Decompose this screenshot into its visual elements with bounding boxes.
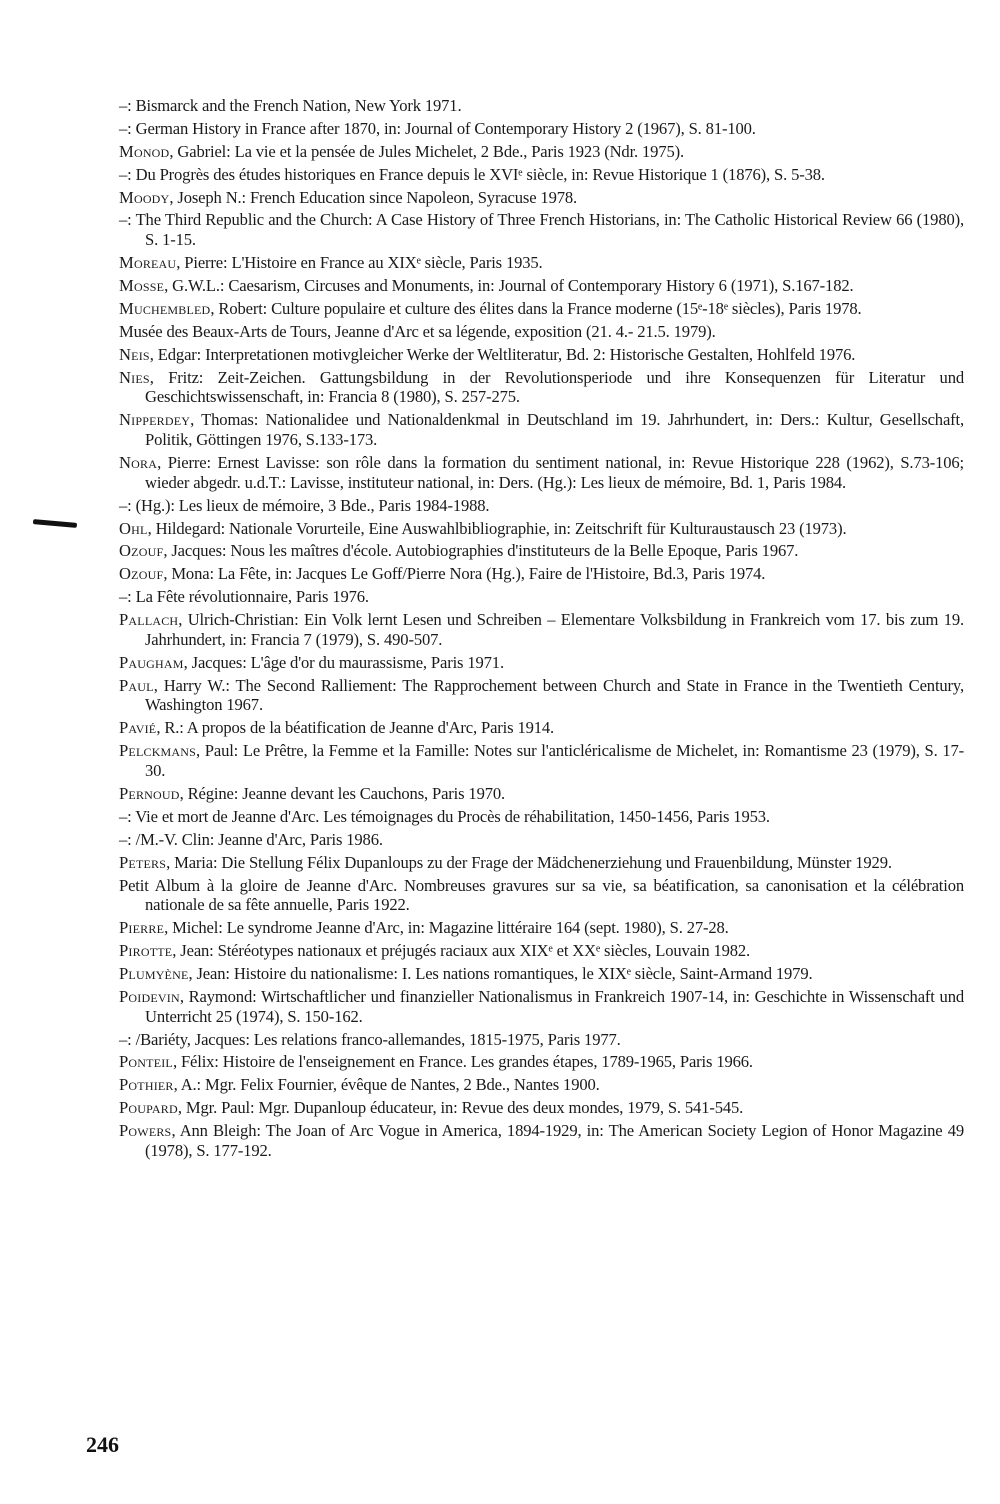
entry-text: , Régine: Jeanne devant les Cauchons, Paris 1970.: [179, 783, 506, 803]
author-surname: Pavié: [119, 718, 157, 738]
author-surname: Poidevin: [119, 986, 180, 1006]
bibliography-entry: [119, 142, 964, 162]
bibliography-entry: [119, 1121, 964, 1161]
entry-text: Musée des Beaux-Arts de Tours, Jeanne d'Arc et sa légende, exposition (21. 4.- 21.5. 1979).: [119, 321, 716, 341]
bibliography-entry: [119, 322, 964, 342]
entry-text: , Raymond: Wirtschaftlicher und finanzieller Nationalismus in Frankreich 1907-14, in: Geschichte in Wissenschaft und Unterricht 25 (1974), S. 150-162.: [145, 986, 964, 1026]
author-surname: Paul: [119, 675, 154, 695]
bibliography-entry: [119, 368, 964, 408]
bibliography-entry: [119, 964, 964, 984]
bibliography-entry: [119, 519, 964, 539]
entry-text: Petit Album à la gloire de Jeanne d'Arc. Nombreuses gravures sur sa vie, sa béatification, sa canonisation et la célébration nationale de sa fête annuelle, Paris 1922.: [119, 875, 964, 915]
entry-text: , Hildegard: Nationale Vorurteile, Eine Auswahlbibliographie, in: Zeitschrift für Kulturaustausch 23 (1973).: [147, 518, 847, 538]
bibliography-entry: [119, 453, 964, 493]
bibliography-entry: [119, 253, 964, 273]
entry-text: , Jean: Histoire du nationalisme: I. Les nations romantiques, le XIXᵉ siècle, Saint-Armand 1979.: [188, 963, 813, 983]
entry-text: , Ann Bleigh: The Joan of Arc Vogue in America, 1894-1929, in: The American Society Legion of Honor Magazine 49 (1978), S. 177-192.: [145, 1121, 964, 1160]
entry-text: –: Bismarck and the French Nation, New York 1971.: [119, 96, 462, 115]
bibliography-entry: [119, 496, 964, 516]
entry-text: , Edgar: Interpretationen motivgleicher Werke der Weltliteratur, Bd. 2: Historische Gestalten, Hohlfeld 1976.: [149, 344, 856, 364]
entry-text: , Jacques: Nous les maîtres d'école. Autobiographies d'instituteurs de la Belle Epoque, Paris 1967.: [163, 541, 799, 561]
author-surname: Ponteil: [119, 1052, 173, 1072]
bibliography-entry: [119, 299, 964, 319]
bibliography-entry: [119, 941, 964, 961]
entry-text: –: (Hg.): Les lieux de mémoire, 3 Bde., Paris 1984-1988.: [119, 495, 490, 515]
entry-text: , Félix: Histoire de l'enseignement en France. Les grandes étapes, 1789-1965, Paris 1966.: [172, 1052, 753, 1072]
author-surname: Pallach: [119, 610, 179, 630]
author-surname: Plumyène: [119, 963, 189, 983]
entry-text: , Maria: Die Stellung Félix Dupanloups zu der Frage der Mädchenerziehung und Frauenbildung, Münster 1929.: [166, 852, 892, 872]
bibliography-entry: [119, 741, 964, 781]
author-surname: Moody: [119, 187, 170, 207]
bibliography-entry: [119, 1075, 964, 1095]
entry-text: , Mona: La Fête, in: Jacques Le Goff/Pierre Nora (Hg.), Faire de l'Histoire, Bd.3, Paris 1974.: [163, 564, 766, 584]
entry-text: , Ulrich-Christian: Ein Volk lernt Lesen und Schreiben – Elementare Volksbildung in Frankreich vom 17. bis zum 19. Jahrhundert, in: Francia 7 (1979), S. 490-507.: [145, 610, 964, 649]
bibliography-entry: [119, 587, 964, 607]
entry-text: , Thomas: Nationalidee und Nationaldenkmal in Deutschland im 19. Jahrhundert, in: Ders.: Kultur, Gesellschaft, Politik, Göttingen 1976, S.133-173.: [145, 410, 964, 450]
bibliography-list: [119, 96, 964, 1164]
bibliography-entry: [119, 807, 964, 827]
entry-text: –: Vie et mort de Jeanne d'Arc. Les témoignages du Procès de réhabilitation, 1450-1456, Paris 1953.: [119, 806, 770, 826]
bibliography-entry: [119, 987, 964, 1027]
author-surname: Peters: [119, 852, 167, 872]
bibliography-entry: [119, 653, 964, 673]
author-surname: Pirotte: [119, 941, 173, 961]
margin-pen-mark: [33, 519, 77, 528]
bibliography-entry: [119, 410, 964, 450]
author-surname: Nora: [119, 452, 158, 472]
bibliography-entry: [119, 210, 964, 250]
entry-text: , Mgr. Paul: Mgr. Dupanloup éducateur, in: Revue des deux mondes, 1979, S. 541-545.: [177, 1098, 744, 1118]
bibliography-entry: [119, 541, 964, 561]
bibliography-entry: [119, 876, 964, 916]
author-surname: Neis: [119, 344, 150, 364]
entry-text: –: /M.-V. Clin: Jeanne d'Arc, Paris 1986.: [119, 829, 383, 849]
bibliography-entry: [119, 188, 964, 208]
entry-text: , Fritz: Zeit-Zeichen. Gattungsbildung in der Revolutionsperiode und ihre Konsequenzen für Literatur und Geschichtswissenschaft, in: Francia 8 (1980), S. 257-275.: [145, 367, 964, 407]
entry-text: , Jacques: L'âge d'or du maurassisme, Paris 1971.: [183, 652, 504, 672]
entry-text: –: La Fête révolutionnaire, Paris 1976.: [119, 587, 369, 607]
author-surname: Pernoud: [119, 783, 180, 803]
bibliography-entry: [119, 165, 964, 185]
bibliography-entry: [119, 1098, 964, 1118]
bibliography-entry: [119, 718, 964, 738]
entry-text: , G.W.L.: Caesarism, Circuses and Monuments, in: Journal of Contemporary History 6 (1971), S.167-182.: [164, 276, 854, 296]
entry-text: , Pierre: Ernest Lavisse: son rôle dans la formation du sentiment national, in: Revue Historique 228 (1962), S.73-106; wieder abgedr. u.d.T.: Lavisse, instituteur national, in: Ders. (Hg.): Les lieux de mémoire, Bd. 1, Paris 1984.: [145, 452, 964, 492]
author-surname: Powers: [119, 1121, 172, 1141]
bibliography-entry: [119, 96, 964, 116]
entry-text: , Jean: Stéréotypes nationaux et préjugés raciaux aux XIXᵉ et XXᵉ siècles, Louvain 1982.: [172, 941, 751, 961]
bibliography-entry: [119, 1030, 964, 1050]
entry-text: , Harry W.: The Second Ralliement: The Rapprochement between Church and State in France in the Twentieth Century, Washington 1967.: [145, 675, 964, 715]
entry-text: , Gabriel: La vie et la pensée de Jules Michelet, 2 Bde., Paris 1923 (Ndr. 1975).: [169, 141, 684, 161]
bibliography-entry: [119, 676, 964, 716]
author-surname: Paugham: [119, 652, 184, 672]
author-surname: Pothier: [119, 1075, 174, 1095]
entry-text: , Michel: Le syndrome Jeanne d'Arc, in: Magazine littéraire 164 (sept. 1980), S. 27-28.: [164, 918, 729, 938]
page-number: 246: [86, 1432, 119, 1457]
bibliography-entry: [119, 119, 964, 139]
entry-text: , Pierre: L'Histoire en France au XIXᵉ siècle, Paris 1935.: [176, 253, 543, 273]
author-surname: Ohl: [119, 518, 148, 538]
bibliography-entry: [119, 918, 964, 938]
author-surname: Muchembled: [119, 298, 211, 318]
author-surname: Ozouf: [119, 564, 164, 584]
bibliography-entry: [119, 345, 964, 365]
author-surname: Mosse: [119, 276, 165, 296]
bibliography-entry: [119, 1052, 964, 1072]
entry-text: , Robert: Culture populaire et culture des élites dans la France moderne (15ᵉ-18ᵉ siècles), Paris 1978.: [210, 298, 862, 318]
author-surname: Pierre: [119, 918, 165, 938]
bibliography-entry: [119, 564, 964, 584]
entry-text: –: /Bariéty, Jacques: Les relations franco-allemandes, 1815-1975, Paris 1977.: [119, 1029, 621, 1049]
entry-text: , Paul: Le Prêtre, la Femme et la Famille: Notes sur l'anticléricalisme de Michelet, in: Romantisme 23 (1979), S. 17-30.: [145, 741, 964, 781]
author-surname: Pelckmans: [119, 741, 197, 761]
bibliography-entry: [119, 830, 964, 850]
entry-text: –: Du Progrès des études historiques en France depuis le XVIᵉ siècle, in: Revue Historique 1 (1876), S. 5-38.: [119, 164, 825, 184]
bibliography-entry: [119, 610, 964, 650]
author-surname: Ozouf: [119, 541, 164, 561]
bibliography-entry: [119, 276, 964, 296]
entry-text: , A.: Mgr. Felix Fournier, évêque de Nantes, 2 Bde., Nantes 1900.: [173, 1075, 600, 1095]
author-surname: Nies: [119, 367, 150, 387]
entry-text: –: German History in France after 1870, in: Journal of Contemporary History 2 (1967), S. 81-100.: [119, 118, 756, 138]
entry-text: , R.: A propos de la béatification de Jeanne d'Arc, Paris 1914.: [156, 718, 555, 738]
entry-text: , Joseph N.: French Education since Napoleon, Syracuse 1978.: [169, 187, 578, 207]
author-surname: Nipperdey: [119, 410, 191, 430]
author-surname: Moreau: [119, 253, 177, 273]
author-surname: Poupard: [119, 1098, 178, 1118]
entry-text: –: The Third Republic and the Church: A Case History of Three French Historians, in: The Catholic Historical Review 66 (1980), S. 1-15.: [119, 210, 964, 250]
bibliography-entry: [119, 853, 964, 873]
author-surname: Monod: [119, 141, 170, 161]
bibliography-entry: [119, 784, 964, 804]
